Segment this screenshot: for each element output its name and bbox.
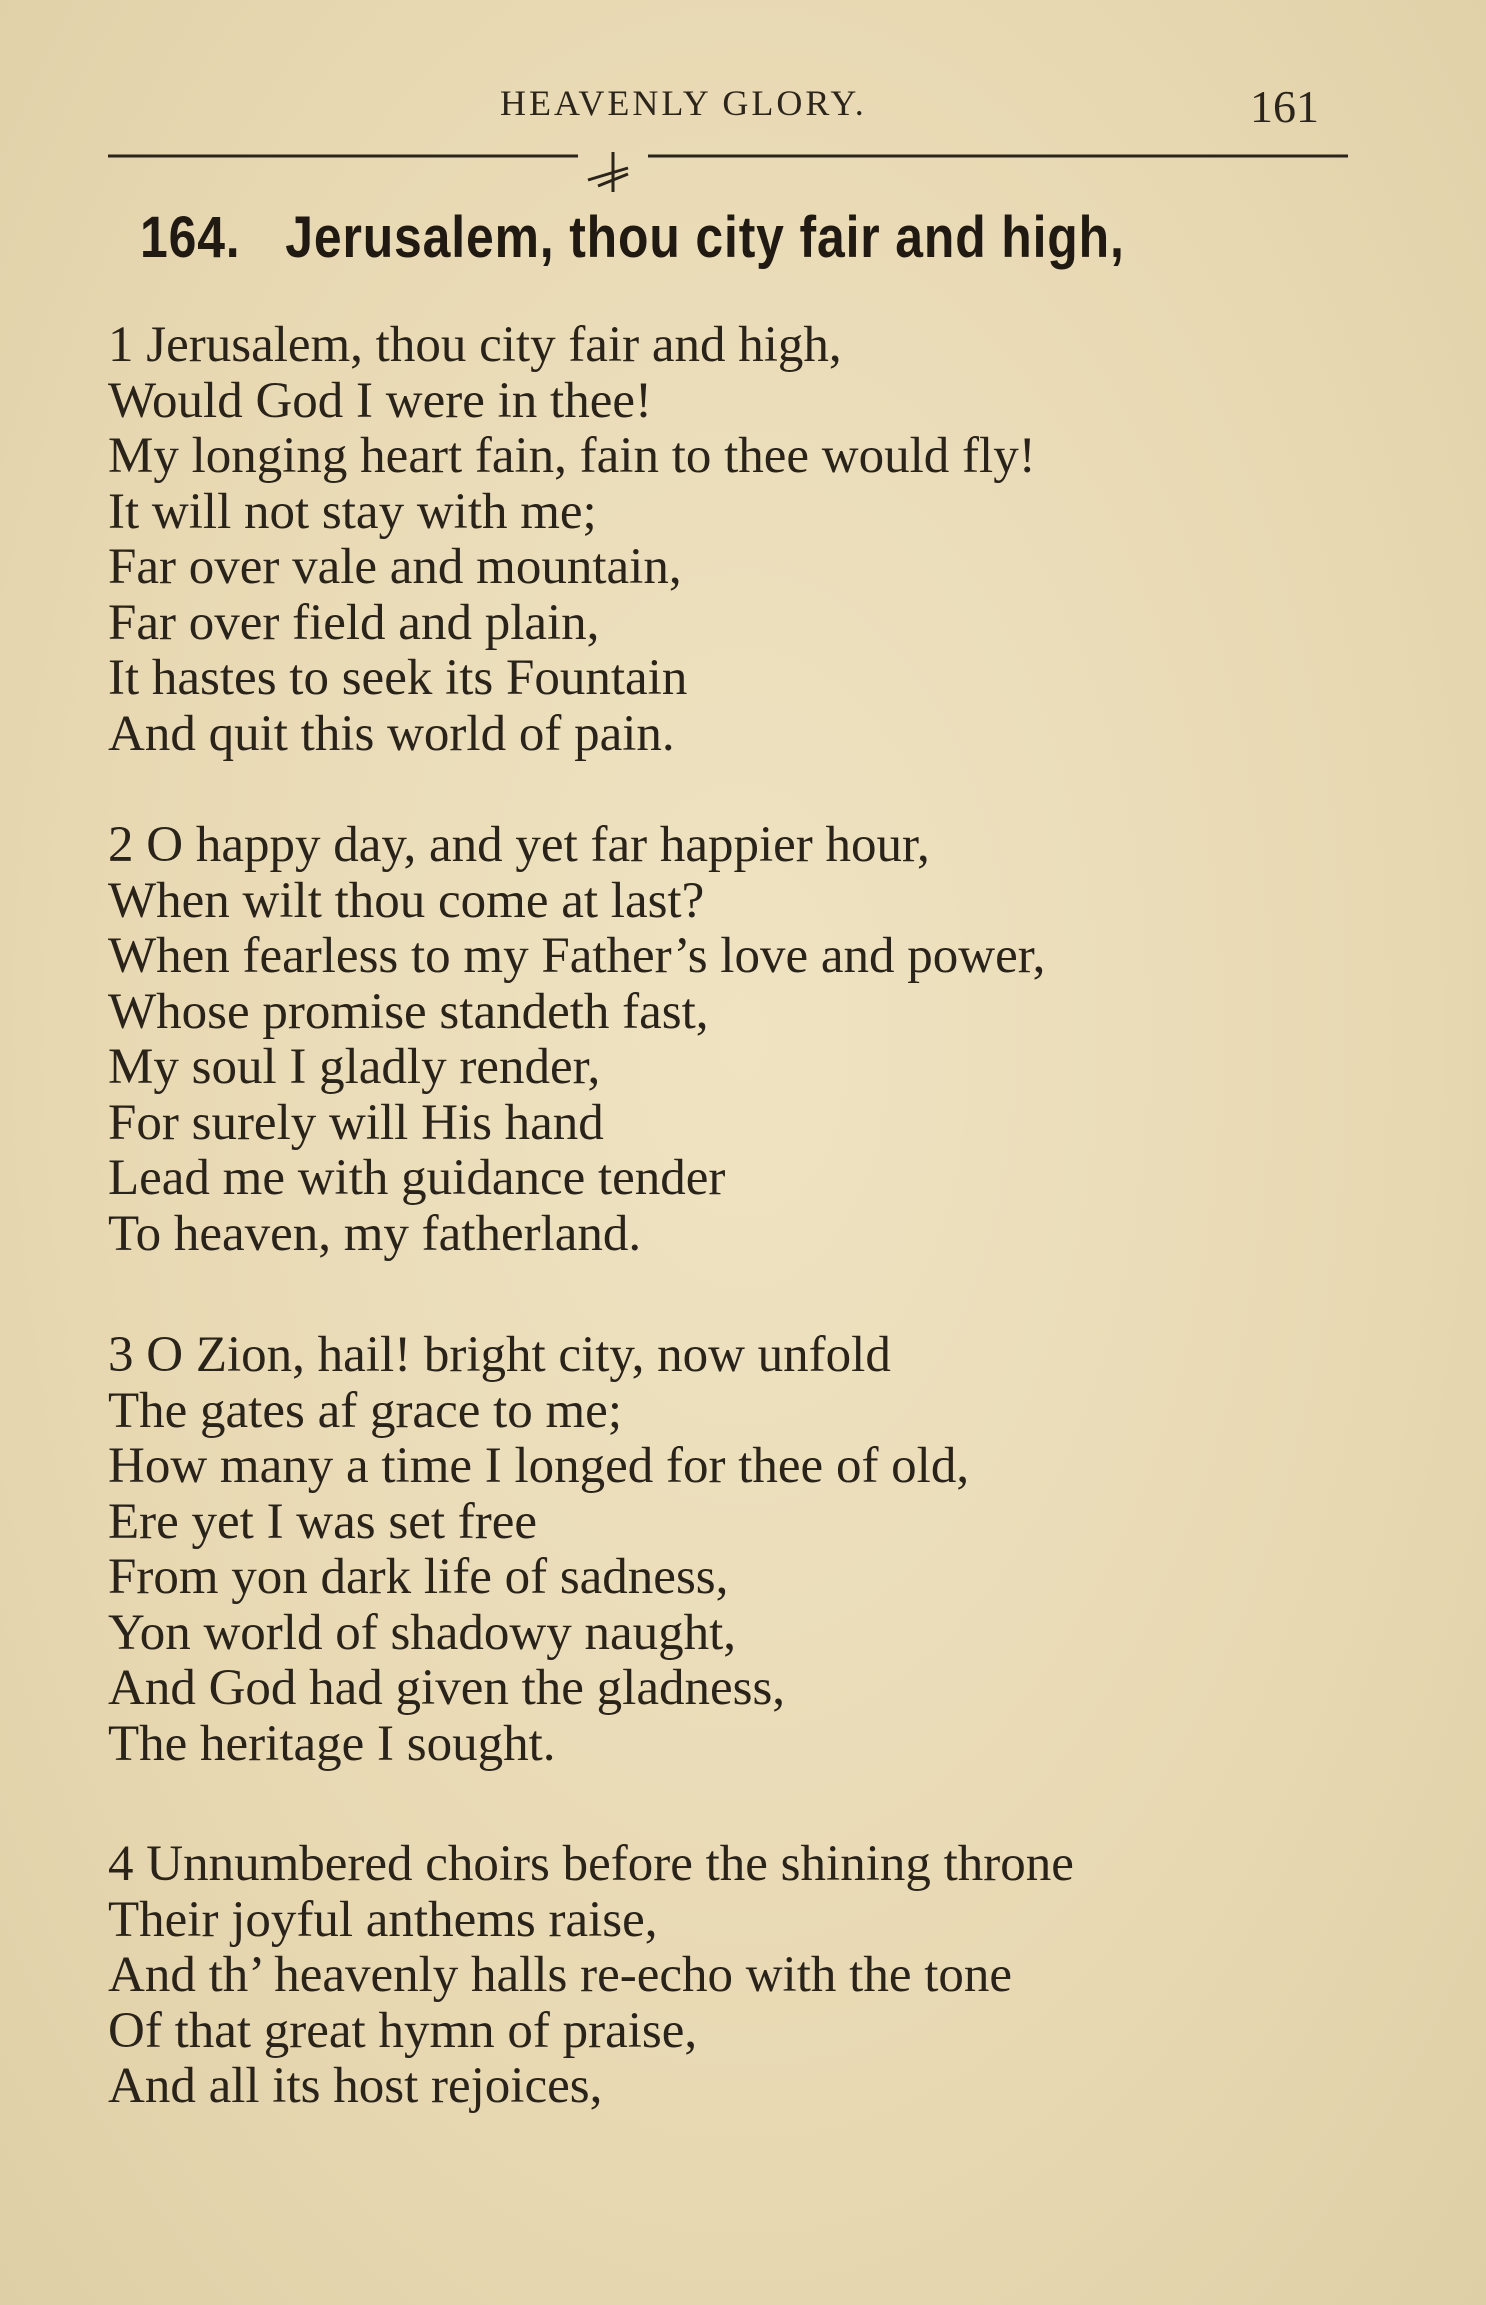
verse-line: And th’ heavenly halls re-echo with the tone [108, 1947, 1013, 2003]
verse-line: How many a time I longed for thee of old, [108, 1438, 970, 1494]
hymn-title-text: Jerusalem, thou city fair and high, [285, 205, 1125, 270]
verse-line: When wilt thou come at last? [108, 872, 705, 929]
verse-line: My soul I gladly render, [108, 1039, 601, 1095]
verse-line: Ere yet I was set free [108, 1493, 538, 1550]
page-number: 161 [1250, 81, 1319, 132]
verse-3 [108, 1328, 969, 1772]
verse-line: And God had given the gladness, [108, 1660, 786, 1716]
verse-line: For surely will His hand [108, 1094, 604, 1151]
running-head: HEAVENLY GLORY. [500, 83, 867, 123]
verse-2 [108, 818, 1045, 1262]
verse-line: Whose promise standeth fast, [108, 983, 709, 1040]
verse-line: Their joyful anthems raise, [108, 1891, 658, 1948]
verse-line: Far over vale and mountain, [108, 539, 682, 595]
ornamental-rule [108, 152, 1348, 192]
verse-line: Lead me with guidance tender [108, 1150, 726, 1206]
verse-line: 2 O happy day, and yet far happier hour, [108, 817, 930, 873]
verse-line: Far over field and plain, [108, 594, 600, 651]
verse-line: The gates af grace to me; [108, 1382, 622, 1439]
verse-line: My longing heart fain, fain to thee would fly! [108, 428, 1036, 484]
verse-4 [108, 1837, 1074, 2115]
verse-line: And all its host rejoices, [108, 2058, 603, 2114]
verse-line: 1 Jerusalem, thou city fair and high, [108, 317, 842, 373]
verse-line: Would God I were in thee! [108, 372, 652, 429]
verse-line: 4 Unnumbered choirs before the shining throne [108, 1836, 1074, 1892]
verse-line: The heritage I sought. [108, 1715, 556, 1772]
verse-line: Yon world of shadowy naught, [108, 1604, 737, 1661]
hymn-number: 164. [140, 205, 241, 270]
verse-line: Of that great hymn of praise, [108, 2002, 698, 2059]
verse-line: When fearless to my Father’s love and power, [108, 928, 1046, 984]
verse-1 [108, 318, 1036, 762]
verse-line: From yon dark life of sadness, [108, 1549, 729, 1605]
verse-line: And quit this world of pain. [108, 705, 675, 762]
verse-line: It will not stay with me; [108, 483, 597, 540]
hymn-title [140, 204, 1125, 271]
verse-line: 3 O Zion, hail! bright city, now unfold [108, 1327, 891, 1383]
verse-line: To heaven, my fatherland. [108, 1205, 642, 1262]
verse-line: It hastes to seek its Fountain [108, 650, 688, 706]
